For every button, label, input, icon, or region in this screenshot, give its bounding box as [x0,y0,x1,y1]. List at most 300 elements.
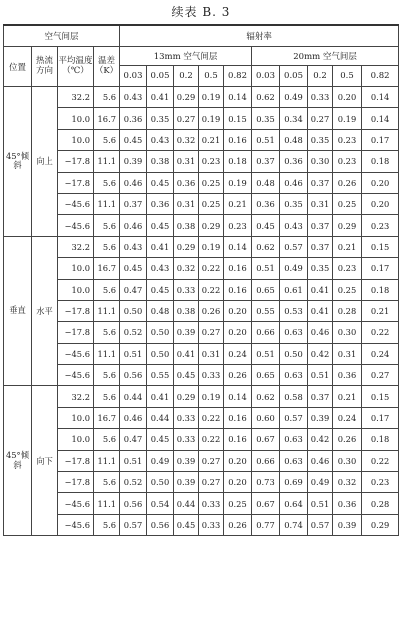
resistance-value-cell: 0.63 [280,450,308,471]
resistance-value-cell: 0.36 [174,172,199,193]
table-row [4,258,399,279]
resistance-value-cell: 0.14 [224,236,252,257]
resistance-value-cell: 0.19 [199,386,224,407]
resistance-value-cell: 0.21 [224,193,252,214]
table-row [4,87,399,108]
emissivity-table [3,24,399,536]
resistance-value-cell: 0.64 [280,493,308,514]
emissivity-col: 0.05 [280,66,308,87]
mean-temp-cell: 32.2 [58,236,94,257]
resistance-value-cell: 0.51 [308,365,333,386]
resistance-value-cell: 0.19 [199,236,224,257]
resistance-value-cell: 0.34 [280,108,308,129]
resistance-value-cell: 0.22 [199,258,224,279]
resistance-value-cell: 0.30 [333,322,362,343]
resistance-value-cell: 0.25 [333,193,362,214]
temp-diff-cell: 5.6 [94,279,120,300]
resistance-value-cell: 0.27 [174,108,199,129]
resistance-value-cell: 0.66 [252,322,280,343]
resistance-value-cell: 0.43 [120,236,147,257]
emissivity-col: 0.5 [333,66,362,87]
resistance-value-cell: 0.56 [147,514,174,535]
resistance-value-cell: 0.30 [333,450,362,471]
resistance-value-cell: 0.37 [308,172,333,193]
resistance-value-cell: 0.24 [362,343,399,364]
position-header: 位置 [4,47,32,87]
resistance-value-cell: 0.31 [174,193,199,214]
resistance-value-cell: 0.27 [199,322,224,343]
resistance-value-cell: 0.29 [333,215,362,236]
resistance-value-cell: 0.41 [147,236,174,257]
temp-diff-cell: 5.6 [94,215,120,236]
temp-diff-cell: 5.6 [94,386,120,407]
resistance-value-cell: 0.33 [199,365,224,386]
resistance-value-cell: 0.45 [174,514,199,535]
resistance-value-cell: 0.42 [308,429,333,450]
resistance-value-cell: 0.19 [333,108,362,129]
resistance-value-cell: 0.45 [147,429,174,450]
resistance-value-cell: 0.37 [308,236,333,257]
mean-temp-cell: −45.6 [58,215,94,236]
resistance-value-cell: 0.19 [199,108,224,129]
temp-diff-cell: 16.7 [94,258,120,279]
resistance-value-cell: 0.26 [224,365,252,386]
resistance-value-cell: 0.60 [252,407,280,428]
resistance-value-cell: 0.20 [362,172,399,193]
resistance-value-cell: 0.47 [120,429,147,450]
resistance-value-cell: 0.45 [120,129,147,150]
emissivity-col: 0.82 [362,66,399,87]
resistance-value-cell: 0.14 [224,87,252,108]
table-row [4,514,399,535]
resistance-value-cell: 0.46 [308,450,333,471]
resistance-value-cell: 0.29 [174,236,199,257]
temp-diff-cell: 11.1 [94,343,120,364]
resistance-value-cell: 0.44 [120,386,147,407]
temp-diff-cell: 5.6 [94,429,120,450]
table-row [4,365,399,386]
table-row [4,407,399,428]
resistance-value-cell: 0.14 [362,108,399,129]
resistance-value-cell: 0.35 [252,108,280,129]
resistance-value-cell: 0.49 [308,472,333,493]
resistance-value-cell: 0.17 [362,129,399,150]
mean-temp-cell: 10.0 [58,279,94,300]
resistance-value-cell: 0.20 [224,322,252,343]
resistance-value-cell: 0.27 [199,450,224,471]
resistance-value-cell: 0.39 [174,450,199,471]
resistance-value-cell: 0.23 [333,129,362,150]
resistance-value-cell: 0.26 [224,514,252,535]
temp-diff-cell: 5.6 [94,172,120,193]
resistance-value-cell: 0.28 [362,493,399,514]
resistance-value-cell: 0.28 [333,300,362,321]
resistance-value-cell: 0.21 [362,300,399,321]
group-13mm-header: 13mm 空气间层 [120,47,252,66]
resistance-value-cell: 0.41 [147,87,174,108]
resistance-value-cell: 0.30 [308,151,333,172]
temp-diff-cell: 5.6 [94,322,120,343]
resistance-value-cell: 0.15 [224,108,252,129]
resistance-value-cell: 0.61 [280,279,308,300]
temp-diff-cell: 11.1 [94,300,120,321]
resistance-value-cell: 0.29 [174,87,199,108]
resistance-value-cell: 0.23 [362,472,399,493]
resistance-value-cell: 0.67 [252,429,280,450]
resistance-value-cell: 0.25 [333,279,362,300]
resistance-value-cell: 0.36 [280,151,308,172]
resistance-value-cell: 0.37 [308,386,333,407]
resistance-value-cell: 0.25 [199,193,224,214]
resistance-value-cell: 0.27 [308,108,333,129]
emissivity-col: 0.2 [308,66,333,87]
resistance-value-cell: 0.39 [174,322,199,343]
resistance-value-cell: 0.23 [333,258,362,279]
resistance-value-cell: 0.22 [199,407,224,428]
resistance-value-cell: 0.51 [120,343,147,364]
resistance-value-cell: 0.21 [333,236,362,257]
resistance-value-cell: 0.20 [224,300,252,321]
resistance-value-cell: 0.74 [280,514,308,535]
resistance-value-cell: 0.16 [224,407,252,428]
resistance-value-cell: 0.41 [308,300,333,321]
resistance-value-cell: 0.39 [174,472,199,493]
resistance-value-cell: 0.25 [199,172,224,193]
resistance-value-cell: 0.36 [147,193,174,214]
table-row [4,343,399,364]
resistance-value-cell: 0.51 [252,129,280,150]
resistance-value-cell: 0.32 [333,472,362,493]
resistance-value-cell: 0.16 [224,279,252,300]
resistance-value-cell: 0.15 [362,236,399,257]
resistance-value-cell: 0.50 [147,343,174,364]
resistance-value-cell: 0.38 [174,215,199,236]
resistance-value-cell: 0.18 [362,279,399,300]
heat-flow-cell: 水平 [32,236,58,386]
resistance-value-cell: 0.48 [252,172,280,193]
resistance-value-cell: 0.43 [280,215,308,236]
resistance-value-cell: 0.63 [280,322,308,343]
table-row [4,215,399,236]
resistance-value-cell: 0.21 [199,129,224,150]
resistance-value-cell: 0.45 [147,279,174,300]
temp-diff-cell: 11.1 [94,151,120,172]
resistance-value-cell: 0.56 [120,493,147,514]
resistance-value-cell: 0.29 [199,215,224,236]
resistance-value-cell: 0.26 [199,300,224,321]
resistance-value-cell: 0.33 [308,87,333,108]
resistance-value-cell: 0.63 [280,365,308,386]
resistance-value-cell: 0.45 [120,258,147,279]
resistance-value-cell: 0.36 [333,493,362,514]
resistance-value-cell: 0.22 [362,450,399,471]
resistance-value-cell: 0.50 [147,322,174,343]
resistance-value-cell: 0.35 [308,258,333,279]
resistance-value-cell: 0.50 [280,343,308,364]
resistance-value-cell: 0.20 [333,87,362,108]
resistance-value-cell: 0.57 [280,236,308,257]
table-row [4,236,399,257]
temp-diff-cell: 5.6 [94,365,120,386]
resistance-value-cell: 0.46 [120,172,147,193]
resistance-value-cell: 0.31 [308,193,333,214]
resistance-value-cell: 0.39 [333,514,362,535]
position-cell: 45°倾斜 [4,87,32,237]
heat-flow-cell: 向上 [32,87,58,237]
mean-temp-cell: −17.8 [58,172,94,193]
resistance-value-cell: 0.35 [147,108,174,129]
resistance-value-cell: 0.43 [147,129,174,150]
table-row [4,322,399,343]
resistance-value-cell: 0.16 [224,258,252,279]
resistance-value-cell: 0.41 [174,343,199,364]
resistance-value-cell: 0.33 [174,429,199,450]
emissivity-header: 辐射率 [120,25,399,47]
table-row [4,193,399,214]
resistance-value-cell: 0.45 [174,365,199,386]
resistance-value-cell: 0.39 [120,151,147,172]
resistance-value-cell: 0.47 [120,279,147,300]
table-row [4,472,399,493]
resistance-value-cell: 0.73 [252,472,280,493]
resistance-value-cell: 0.37 [308,215,333,236]
emissivity-col: 0.03 [120,66,147,87]
mean-temp-cell: −45.6 [58,514,94,535]
resistance-value-cell: 0.46 [120,215,147,236]
air-layer-header: 空气间层 [4,25,120,47]
resistance-value-cell: 0.23 [362,215,399,236]
resistance-value-cell: 0.23 [224,215,252,236]
resistance-value-cell: 0.22 [199,279,224,300]
temp-diff-cell: 5.6 [94,472,120,493]
temp-diff-header: 温差（K） [94,47,120,87]
mean-temp-cell: −17.8 [58,450,94,471]
resistance-value-cell: 0.14 [362,87,399,108]
resistance-value-cell: 0.51 [252,258,280,279]
table-row [4,450,399,471]
resistance-value-cell: 0.33 [199,493,224,514]
resistance-value-cell: 0.48 [147,300,174,321]
resistance-value-cell: 0.24 [333,407,362,428]
resistance-value-cell: 0.65 [252,365,280,386]
resistance-value-cell: 0.32 [174,258,199,279]
resistance-value-cell: 0.26 [333,429,362,450]
resistance-value-cell: 0.35 [280,193,308,214]
temp-diff-cell: 5.6 [94,514,120,535]
resistance-value-cell: 0.51 [308,493,333,514]
resistance-value-cell: 0.55 [147,365,174,386]
mean-temp-cell: −45.6 [58,343,94,364]
temp-diff-cell: 5.6 [94,129,120,150]
mean-temp-cell: −17.8 [58,472,94,493]
mean-temp-cell: 32.2 [58,87,94,108]
resistance-value-cell: 0.23 [333,151,362,172]
resistance-value-cell: 0.45 [252,215,280,236]
resistance-value-cell: 0.36 [120,108,147,129]
resistance-value-cell: 0.25 [224,493,252,514]
table-row [4,129,399,150]
resistance-value-cell: 0.57 [120,514,147,535]
heat-flow-header: 热流方向 [32,47,58,87]
resistance-value-cell: 0.15 [362,386,399,407]
resistance-value-cell: 0.45 [147,172,174,193]
resistance-value-cell: 0.20 [224,450,252,471]
resistance-value-cell: 0.48 [280,129,308,150]
resistance-value-cell: 0.43 [147,258,174,279]
mean-temp-cell: 10.0 [58,129,94,150]
group-20mm-header: 20mm 空气间层 [252,47,399,66]
table-row [4,151,399,172]
mean-temp-cell: 32.2 [58,386,94,407]
resistance-value-cell: 0.38 [147,151,174,172]
table-row [4,429,399,450]
resistance-value-cell: 0.62 [252,386,280,407]
resistance-value-cell: 0.49 [280,87,308,108]
mean-temp-header: 平均温度（℃） [58,47,94,87]
resistance-value-cell: 0.56 [120,365,147,386]
resistance-value-cell: 0.24 [224,343,252,364]
resistance-value-cell: 0.50 [120,300,147,321]
resistance-value-cell: 0.18 [224,151,252,172]
temp-diff-cell: 16.7 [94,108,120,129]
table-row [4,386,399,407]
resistance-value-cell: 0.37 [120,193,147,214]
resistance-value-cell: 0.54 [147,493,174,514]
position-cell: 垂直 [4,236,32,386]
resistance-value-cell: 0.43 [120,87,147,108]
temp-diff-cell: 16.7 [94,407,120,428]
table-row [4,300,399,321]
resistance-value-cell: 0.49 [280,258,308,279]
temp-diff-cell: 11.1 [94,493,120,514]
resistance-value-cell: 0.52 [120,322,147,343]
resistance-value-cell: 0.35 [308,129,333,150]
mean-temp-cell: 10.0 [58,429,94,450]
emissivity-col: 0.82 [224,66,252,87]
resistance-value-cell: 0.77 [252,514,280,535]
resistance-value-cell: 0.23 [199,151,224,172]
table-body [4,87,399,536]
resistance-value-cell: 0.65 [252,279,280,300]
resistance-value-cell: 0.39 [308,407,333,428]
resistance-value-cell: 0.57 [280,407,308,428]
emissivity-col: 0.5 [199,66,224,87]
resistance-value-cell: 0.42 [308,343,333,364]
resistance-value-cell: 0.44 [174,493,199,514]
resistance-value-cell: 0.46 [120,407,147,428]
resistance-value-cell: 0.55 [252,300,280,321]
mean-temp-cell: 10.0 [58,258,94,279]
heat-flow-cell: 向下 [32,386,58,536]
resistance-value-cell: 0.50 [147,472,174,493]
resistance-value-cell: 0.17 [362,258,399,279]
emissivity-col: 0.05 [147,66,174,87]
resistance-value-cell: 0.31 [333,343,362,364]
table-row [4,172,399,193]
resistance-value-cell: 0.20 [362,193,399,214]
resistance-value-cell: 0.14 [224,386,252,407]
resistance-value-cell: 0.27 [199,472,224,493]
table-caption: 续表 B. 3 [171,5,231,19]
resistance-value-cell: 0.32 [174,129,199,150]
resistance-value-cell: 0.19 [224,172,252,193]
resistance-value-cell: 0.31 [174,151,199,172]
resistance-value-cell: 0.19 [199,87,224,108]
table-row [4,108,399,129]
mean-temp-cell: 10.0 [58,108,94,129]
temp-diff-cell: 5.6 [94,236,120,257]
resistance-value-cell: 0.22 [362,322,399,343]
temp-diff-cell: 11.1 [94,193,120,214]
resistance-value-cell: 0.38 [174,300,199,321]
resistance-value-cell: 0.17 [362,407,399,428]
mean-temp-cell: −17.8 [58,322,94,343]
resistance-value-cell: 0.21 [333,386,362,407]
resistance-value-cell: 0.29 [174,386,199,407]
resistance-value-cell: 0.45 [147,215,174,236]
resistance-value-cell: 0.33 [174,407,199,428]
resistance-value-cell: 0.36 [252,193,280,214]
resistance-value-cell: 0.36 [333,365,362,386]
mean-temp-cell: −17.8 [58,300,94,321]
resistance-value-cell: 0.62 [252,87,280,108]
resistance-value-cell: 0.46 [280,172,308,193]
resistance-value-cell: 0.18 [362,151,399,172]
resistance-value-cell: 0.66 [252,450,280,471]
mean-temp-cell: −45.6 [58,365,94,386]
resistance-value-cell: 0.69 [280,472,308,493]
resistance-value-cell: 0.49 [147,450,174,471]
resistance-value-cell: 0.41 [308,279,333,300]
resistance-value-cell: 0.20 [224,472,252,493]
resistance-value-cell: 0.51 [120,450,147,471]
resistance-value-cell: 0.33 [199,514,224,535]
resistance-value-cell: 0.67 [252,493,280,514]
resistance-value-cell: 0.52 [120,472,147,493]
temp-diff-cell: 5.6 [94,87,120,108]
table-row [4,493,399,514]
mean-temp-cell: 10.0 [58,407,94,428]
resistance-value-cell: 0.18 [362,429,399,450]
resistance-value-cell: 0.33 [174,279,199,300]
resistance-value-cell: 0.63 [280,429,308,450]
resistance-value-cell: 0.31 [199,343,224,364]
mean-temp-cell: −45.6 [58,193,94,214]
resistance-value-cell: 0.27 [362,365,399,386]
resistance-value-cell: 0.37 [252,151,280,172]
resistance-value-cell: 0.29 [362,514,399,535]
mean-temp-cell: −45.6 [58,493,94,514]
resistance-value-cell: 0.51 [252,343,280,364]
mean-temp-cell: −17.8 [58,151,94,172]
resistance-value-cell: 0.53 [280,300,308,321]
resistance-value-cell: 0.58 [280,386,308,407]
resistance-value-cell: 0.57 [308,514,333,535]
resistance-value-cell: 0.16 [224,429,252,450]
resistance-value-cell: 0.22 [199,429,224,450]
emissivity-col: 0.2 [174,66,199,87]
resistance-value-cell: 0.26 [333,172,362,193]
position-cell: 45°倾斜 [4,386,32,536]
resistance-value-cell: 0.62 [252,236,280,257]
emissivity-col: 0.03 [252,66,280,87]
resistance-value-cell: 0.44 [147,407,174,428]
resistance-value-cell: 0.46 [308,322,333,343]
table-row [4,279,399,300]
resistance-value-cell: 0.16 [224,129,252,150]
temp-diff-cell: 11.1 [94,450,120,471]
resistance-value-cell: 0.41 [147,386,174,407]
